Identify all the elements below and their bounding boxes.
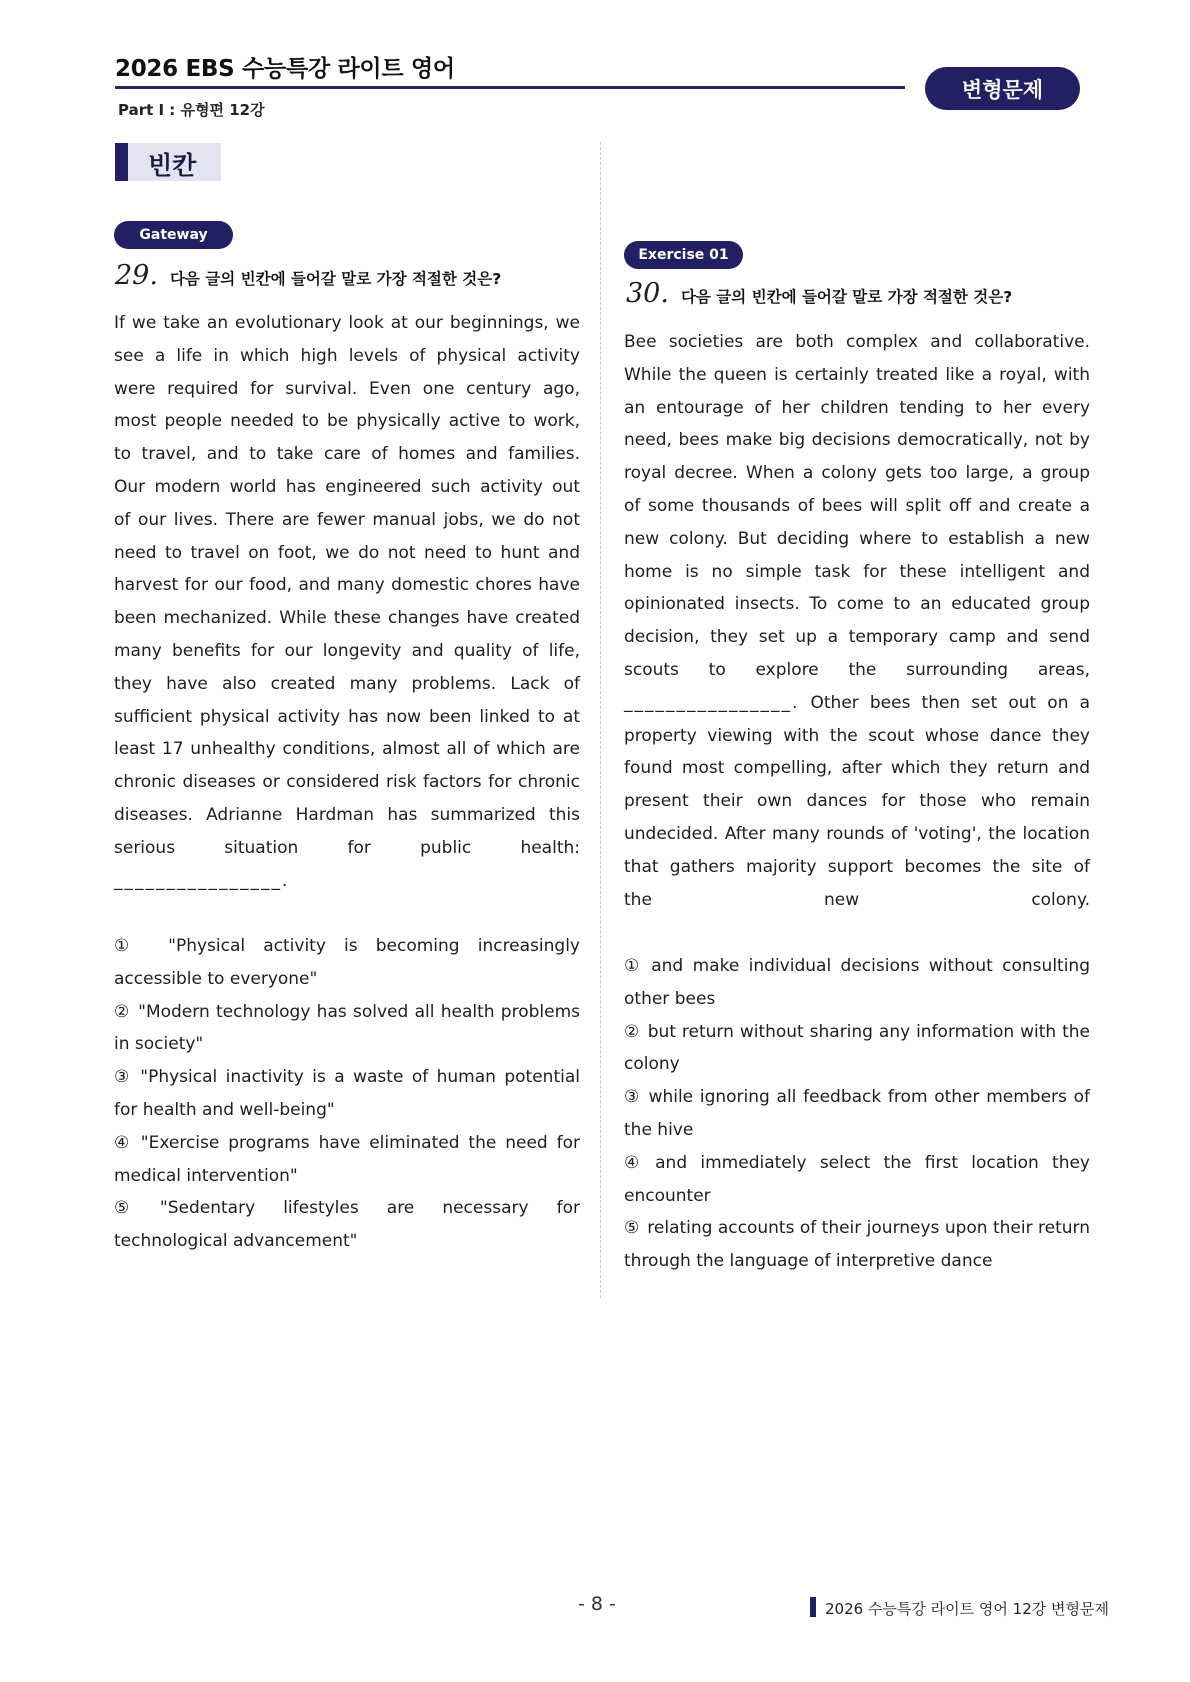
question-number: 29. bbox=[115, 260, 158, 291]
type-badge: 변형문제 bbox=[925, 67, 1080, 110]
option-3[interactable]: ③ "Physical inactivity is a waste of human potential for health and well-being" bbox=[114, 1067, 580, 1120]
part-label: Part Ⅰ : 유형편 12강 bbox=[118, 101, 265, 119]
passage-text: If we take an evolutionary look at our beginnings, we see a life in which high levels of physical activity were required for survival. Even one century ago, most people needed to be physically active to work, to travel, and to take care of homes and families. Our modern world has engineered such activity out of our lives. There are fewer manual jobs, we do not need to travel on foot, we do not need to hunt and harvest for our food, and many domestic chores have been mechanized. While these changes have created many benefits for our longevity and quality of life, they have also created many problems. Lack of sufficient physical activity has now been linked to at least 17 unhealthy conditions, almost all of which are chronic diseases or considered risk factors for chronic diseases. Adrianne Hardman has summarized this serious situation for public health: bbox=[114, 313, 580, 858]
option-5[interactable]: ⑤ relating accounts of their journeys upon their return through the language of interpretive dance bbox=[624, 1218, 1090, 1272]
option-1[interactable]: ① and make individual decisions without consulting other bees bbox=[624, 956, 1090, 1009]
question-prompt: 다음 글의 빈칸에 들어갈 말로 가장 적절한 것은? bbox=[680, 288, 1013, 306]
answer-blank: ________________. bbox=[624, 692, 800, 713]
footer-label: 2026 수능특강 라이트 영어 12강 변형문제 bbox=[825, 1600, 1109, 1618]
option-2[interactable]: ② but return without sharing any information with the colony bbox=[624, 1021, 1090, 1075]
document-title: 2026 EBS 수능특강 라이트 영어 bbox=[115, 56, 455, 82]
passage-text-before: Bee societies are both complex and collaborative. While the queen is certainly treated like a royal, with an entourage of her children tending to her every need, bees make big decisions democratically, not by royal decree. When a colony gets too large, a group of some thousands of bees will split off and create a new colony. But deciding where to establish a new home is no simple task for these intelligent and opinionated insects. To come to an educated group decision, they set up a temporary camp and send scouts to explore the surrounding areas, bbox=[624, 332, 1090, 680]
column-divider bbox=[600, 142, 601, 1298]
answer-blank: ________________. bbox=[114, 870, 290, 891]
question-30-header bbox=[626, 278, 1012, 309]
option-4[interactable]: ④ and immediately select the first location they encounter bbox=[624, 1152, 1090, 1206]
section-title: 빈칸 bbox=[148, 151, 197, 180]
title-rule bbox=[115, 86, 905, 89]
options-29 bbox=[114, 930, 580, 1258]
section-title-bar bbox=[115, 143, 128, 181]
page-number: - 8 - bbox=[578, 1593, 616, 1615]
footer-bar bbox=[810, 1597, 816, 1617]
option-1[interactable]: ① "Physical activity is becoming increasingly accessible to everyone" bbox=[114, 936, 580, 989]
option-5[interactable]: ⑤ "Sedentary lifestyles are necessary for technological advancement" bbox=[114, 1198, 580, 1252]
passage-30 bbox=[624, 326, 1090, 916]
passage-text-after: Other bees then set out on a property viewing with the scout whose dance they found most compelling, after which they return and present their own dances for those who remain undecided. After many rounds of 'voting', the location that gathers majority support becomes the site of the new colony. bbox=[624, 692, 1090, 910]
gateway-badge: Gateway bbox=[114, 221, 233, 249]
question-29-header bbox=[115, 260, 501, 291]
option-4[interactable]: ④ "Exercise programs have eliminated the need for medical intervention" bbox=[114, 1132, 581, 1186]
options-30 bbox=[624, 950, 1090, 1278]
passage-29 bbox=[114, 307, 580, 897]
question-number: 30. bbox=[626, 278, 669, 309]
option-3[interactable]: ③ while ignoring all feedback from other members of the hive bbox=[624, 1087, 1090, 1140]
question-prompt: 다음 글의 빈칸에 들어갈 말로 가장 적절한 것은? bbox=[169, 270, 502, 288]
exercise-badge: Exercise 01 bbox=[624, 241, 743, 269]
option-2[interactable]: ② "Modern technology has solved all health problems in society" bbox=[114, 1001, 580, 1055]
